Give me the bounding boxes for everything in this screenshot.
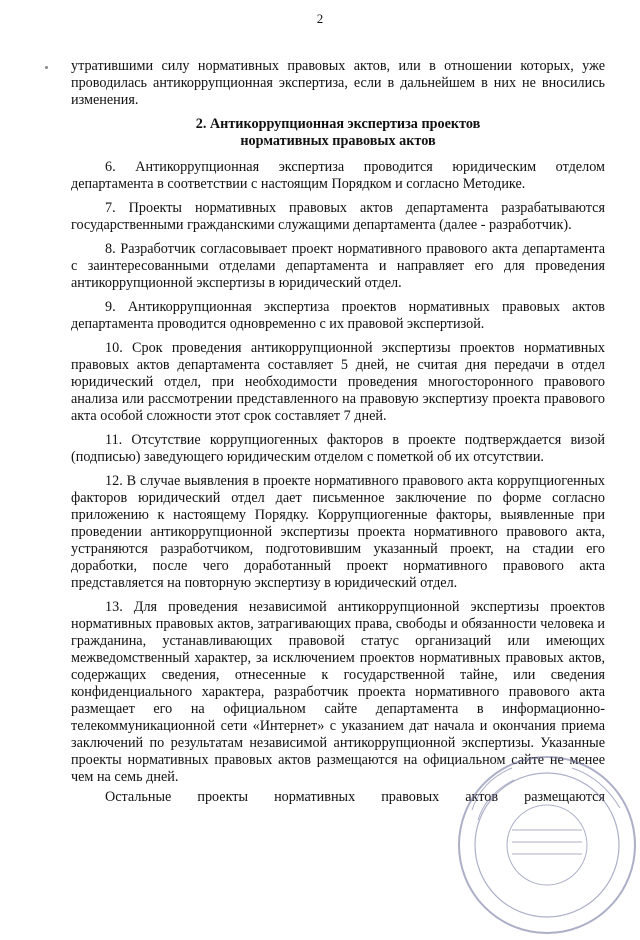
section-heading-line-1: 2. Антикоррупционная экспертиза проектов xyxy=(195,116,481,132)
section-heading-line-2: нормативных правовых актов xyxy=(240,133,436,149)
section-heading xyxy=(71,116,605,150)
margin-mark xyxy=(45,66,48,69)
paragraph-10: 10. Срок проведения антикоррупционной экспертизы проектов нормативных правовых актов департамента составляет 5 дней, не считая дня передачи в отдел юридический отдел, при необходимости проведения многосторонного правового анализа или рассмотрении представленного на правовую экспертизу проекта правового акта особой сложности этот срок составляет 7 дней. xyxy=(71,340,605,424)
paragraph-continuation: Остальные проекты нормативных правовых актов размещаются xyxy=(105,789,605,805)
page-number: 2 xyxy=(316,11,324,26)
paragraph-9: 9. Антикоррупционная экспертиза проектов нормативных правовых актов департамента проводится одновременно с их правовой экспертизой. xyxy=(71,299,605,332)
paragraph-7: 7. Проекты нормативных правовых актов департамента разрабатываются государственными гражданскими служащими департамента (далее - разработчик). xyxy=(71,200,605,233)
paragraph-12: 12. В случае выявления в проекте нормативного правового акта коррупциогенных факторов юридический отдел дает письменное заключение по форме согласно приложению к настоящему Порядку. Коррупциогенные факторы, выявленные при проведении антикоррупционной экспертизы проекта нормативного правового акта, устраняются разработчиком, подготовившим указанный проект, на стадии его доработки, после чего доработанный проект нормативного правового акта представляется на повторную экспертизу в юридический отдел. xyxy=(71,473,605,591)
paragraph-13: 13. Для проведения независимой антикоррупционной экспертизы проектов нормативных правовых актов, затрагивающих права, свободы и обязанности человека и гражданина, устанавливающих правовой статус организаций или имеющих межведомственный характер, за исключением проектов нормативных правовых актов, содержащих сведения, отнесенные к государственной тайне, или сведения конфиденциального характера, разработчик проекта нормативного правового акта размещает его на официальном сайте департамента в информационно-телекоммуникационной сети «Интернет» с указанием дат начала и окончания приема заключений по результатам независимой антикоррупционной экспертизы. Указанные проекты нормативных правовых актов размещаются на официальном сайте не менее чем на семь дней. xyxy=(71,599,605,785)
intro-paragraph: утратившими силу нормативных правовых актов, или в отношении которых, уже проводилась антикоррупционная экспертиза, если в дальнейшем в них не вносились изменения. xyxy=(71,58,605,108)
paragraph-8: 8. Разработчик согласовывает проект нормативного правового акта департамента с заинтересованными отделами департамента и направляет его для проведения антикоррупционной экспертизы в юридический отдел. xyxy=(71,241,605,291)
paragraph-6: 6. Антикоррупционная экспертиза проводится юридическим отделом департамента в соответствии с настоящим Порядком и согласно Методике. xyxy=(71,159,605,192)
paragraph-11: 11. Отсутствие коррупциогенных факторов в проекте подтверждается визой (подписью) заведующего юридическим отделом с пометкой об их отсутствии. xyxy=(71,432,605,465)
document-body xyxy=(71,58,605,806)
